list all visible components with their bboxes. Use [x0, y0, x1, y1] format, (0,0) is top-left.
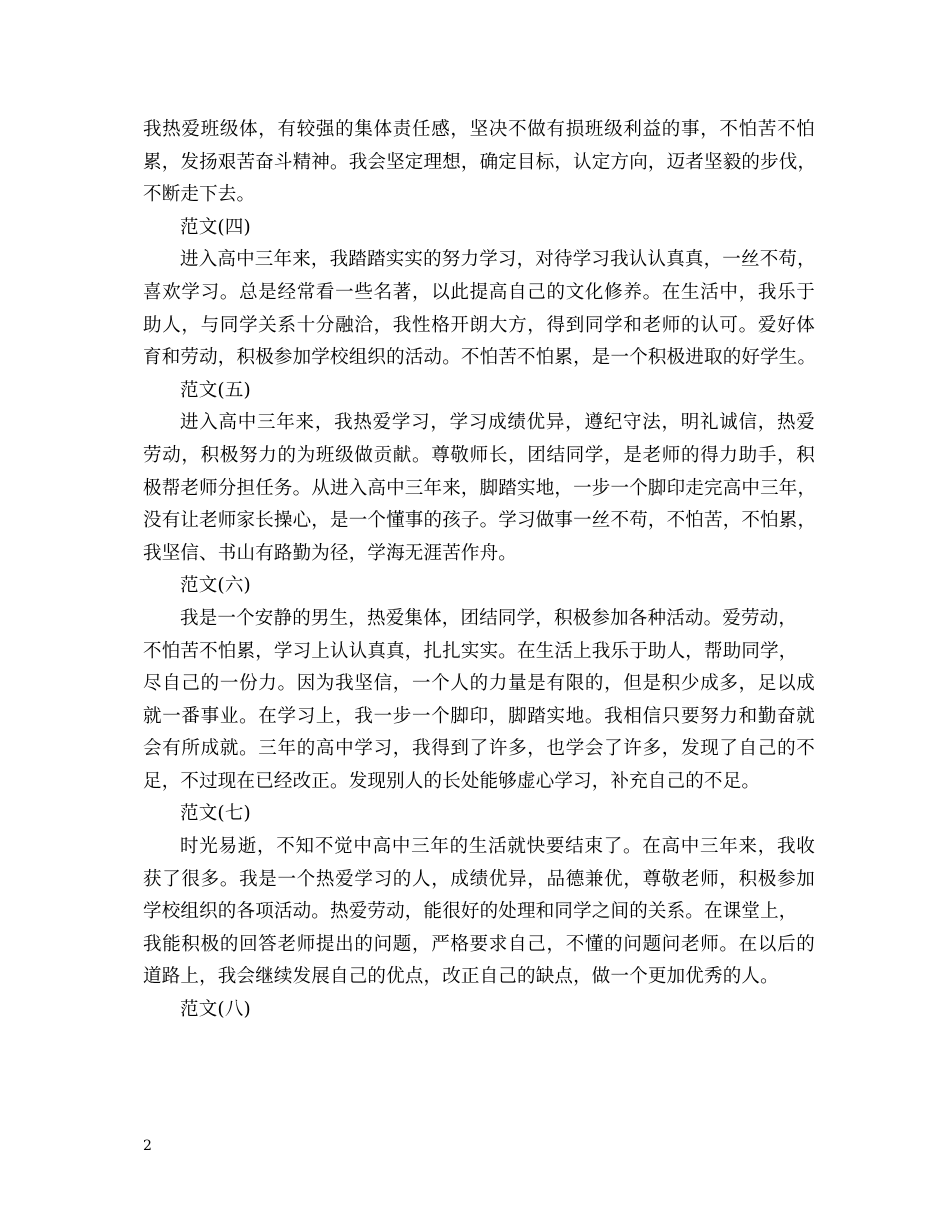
text-line: 我是一个安静的男生，热爱集体，团结同学，积极参加各种活动。爱劳动， [180, 607, 798, 629]
text-line: 时光易逝，不知不觉中高中三年的生活就快要结束了。在高中三年来，我收 [180, 836, 815, 858]
text-line: 就一番事业。在学习上，我一步一个脚印，脚踏实地。我相信只要努力和勤奋就 [143, 705, 815, 727]
text-line: 极帮老师分担任务。从进入高中三年来，脚踏实地，一步一个脚印走完高中三年， [143, 477, 817, 499]
text-line: 我能积极的回答老师提出的问题，严格要求自己，不懂的问题问老师。在以后的 [143, 933, 815, 955]
text-line: 足，不过现在已经改正。发现别人的长处能够虚心学习，补充自己的不足。 [143, 770, 761, 792]
text-line: 会有所成就。三年的高中学习，我得到了许多，也学会了许多，发现了自己的不 [143, 738, 815, 760]
document-body [143, 114, 815, 1027]
text-line: 我坚信、书山有路勤为径，学海无涯苦作舟。 [143, 542, 518, 564]
section-heading: 范文(六) [180, 575, 251, 597]
text-line: 尽自己的一份力。因为我坚信，一个人的力量是有限的，但是积少成多，足以成 [143, 673, 815, 695]
text-line: 喜欢学习。总是经常看一些名著，以此提高自己的文化修养。在生活中，我乐于 [143, 281, 815, 303]
text-line: 劳动，积极努力的为班级做贡献。尊敬师长，团结同学，是老师的得力助手，积 [143, 444, 815, 466]
section-heading: 范文(八) [180, 999, 251, 1021]
text-line: 获了很多。我是一个热爱学习的人，成绩优异，品德兼优，尊敬老师，积极参加 [143, 868, 815, 890]
text-line: 不怕苦不怕累，学习上认认真真，扎扎实实。在生活上我乐于助人，帮助同学， [143, 640, 798, 662]
text-line: 没有让老师家长操心，是一个懂事的孩子。学习做事一丝不苟，不怕苦，不怕累， [143, 510, 817, 532]
text-line: 不断走下去。 [143, 184, 256, 206]
section-heading: 范文(四) [180, 216, 251, 238]
text-line: 进入高中三年来，我踏踏实实的努力学习，对待学习我认认真真，一丝不苟， [180, 249, 816, 271]
section-heading: 范文(五) [180, 379, 251, 401]
text-line: 育和劳动，积极参加学校组织的活动。不怕苦不怕累，是一个积极进取的好学生。 [143, 347, 817, 369]
section-heading: 范文(七) [180, 803, 251, 825]
text-line: 道路上，我会继续发展自己的优点，改正自己的缺点，做一个更加优秀的人。 [143, 966, 779, 988]
text-line: 我热爱班级体，有较强的集体责任感，坚决不做有损班级利益的事，不怕苦不怕 [143, 119, 815, 140]
page-number: 2 [143, 1138, 152, 1154]
text-line: 助人，与同学关系十分融洽，我性格开朗大方，得到同学和老师的认可。爱好体 [143, 314, 815, 336]
text-line: 学校组织的各项活动。热爱劳动，能很好的处理和同学之间的关系。在课堂上， [143, 901, 798, 923]
text-line: 进入高中三年来，我热爱学习，学习成绩优异，遵纪守法，明礼诚信，热爱 [180, 412, 815, 434]
text-line: 累，发扬艰苦奋斗精神。我会坚定理想，确定目标，认定方向，迈者坚毅的步伐， [143, 151, 817, 173]
